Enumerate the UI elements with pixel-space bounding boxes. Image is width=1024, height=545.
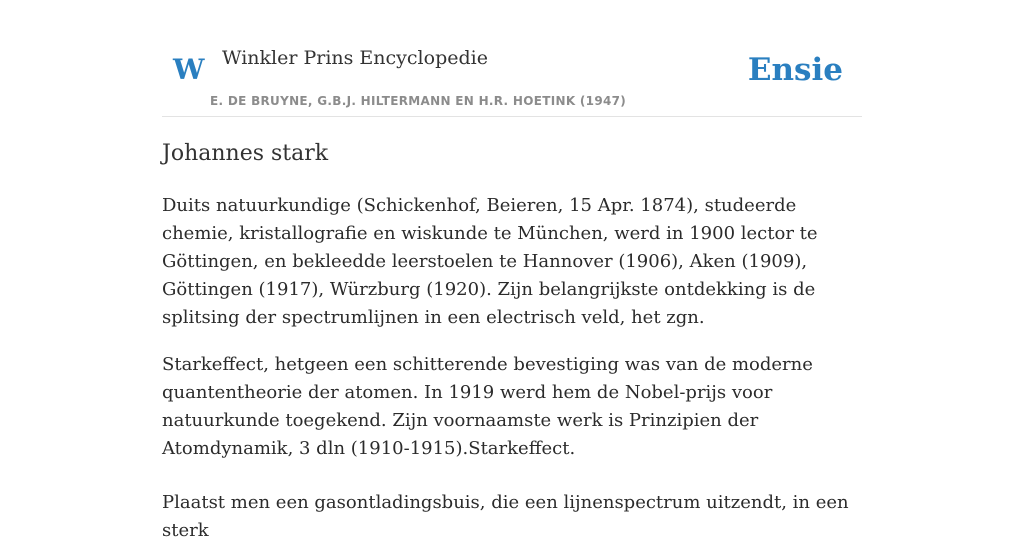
article-paragraph: Plaatst men een gasontladingsbuis, die een lijnenspectrum uitzendt, in een sterk bbox=[162, 492, 849, 541]
article-paragraph: Duits natuurkundige (Schickenhof, Beieren, 15 Apr. 1874), studeerde chemie, kristallografie en wiskunde te München, werd in 1900 lector te Göttingen, en bekleedde leerstoelen te Hannover (1906), Aken (1909), Göttingen (1917), Würzburg (1920). Zijn belangrijkste ontdekking is de splitsing der spectrumlijnen in een electrisch veld, het zgn. bbox=[162, 195, 818, 328]
book-title[interactable]: Winkler Prins Encyclopedie bbox=[222, 47, 488, 69]
article-title: Johannes stark bbox=[162, 141, 329, 166]
article-paragraph: Starkeffect, hetgeen een schitterende bevestiging was van de moderne quantentheorie der atomen. In 1919 werd hem de Nobel-prijs voor natuurkunde toegekend. Zijn voornaamste werk is Prinzipien der Atomdynamik, 3 dln (1910-1915).Starkeffect. bbox=[162, 354, 813, 459]
book-authors: E. DE BRUYNE, G.B.J. HILTERMANN EN H.R. HOETINK (1947) bbox=[210, 94, 627, 108]
article bbox=[162, 136, 862, 545]
page-header bbox=[162, 0, 862, 117]
encyclopedia-logo-icon[interactable]: W bbox=[173, 53, 205, 86]
article-body bbox=[162, 192, 862, 545]
brand-logo[interactable]: Ensie bbox=[747, 52, 843, 88]
